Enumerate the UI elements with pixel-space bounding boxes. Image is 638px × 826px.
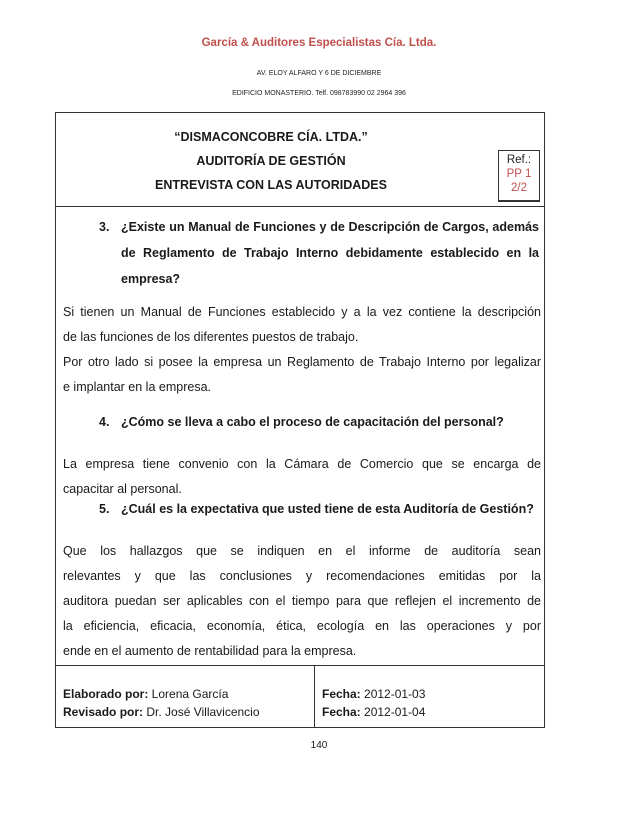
question-text: ¿Cuál es la expectativa que usted tiene de esta Auditoría de Gestión? bbox=[121, 502, 534, 516]
reference-box bbox=[498, 150, 540, 202]
answer-line: e implantar en la empresa. bbox=[63, 380, 211, 394]
date-reviewed-value: 2012-01-04 bbox=[360, 705, 426, 719]
answer-line: Si tienen un Manual de Funciones establecido y a la vez contiene la descripción bbox=[63, 305, 541, 319]
dates bbox=[322, 685, 425, 721]
audit-title: AUDITORÍA DE GESTIÓN bbox=[196, 154, 346, 168]
interview-body bbox=[55, 206, 545, 666]
reviewed-by-label: Revisado por: bbox=[63, 705, 144, 719]
date-prepared-value: 2012-01-03 bbox=[360, 687, 426, 701]
answer-line: capacitar al personal. bbox=[63, 482, 182, 496]
answer-line: ende en el aumento de rentabilidad para la empresa. bbox=[63, 644, 357, 658]
reference-code: PP 1 bbox=[506, 168, 532, 180]
answer-line: de las funciones de los diferentes puestos de trabajo. bbox=[63, 330, 359, 344]
answer-3 bbox=[63, 300, 541, 400]
date-label: Fecha: bbox=[322, 687, 361, 701]
answer-line: La empresa tiene convenio con la Cámara de Comercio que se encarga de bbox=[63, 457, 541, 471]
answer-5 bbox=[63, 539, 541, 664]
question-text: ¿Cómo se lleva a cabo el proceso de capacitación del personal? bbox=[121, 415, 504, 429]
answer-4 bbox=[63, 452, 541, 502]
answer-line: Por otro lado si posee la empresa un Reglamento de Trabajo Interno por legalizar bbox=[63, 355, 541, 369]
answer-line: la eficiencia, eficacia, economía, ética, ecología en las operaciones y por bbox=[63, 619, 541, 633]
page-number: 140 bbox=[310, 740, 328, 751]
reference-label: Ref.: bbox=[506, 154, 532, 166]
answer-line: relevantes y que las conclusiones y recomendaciones emitidas por la bbox=[63, 569, 541, 583]
prepared-reviewed bbox=[63, 685, 260, 721]
firm-name: García & Auditores Especialistas Cía. Ltda. bbox=[201, 37, 437, 49]
company-name: “DISMACONCOBRE CÍA. LTDA.” bbox=[174, 130, 368, 144]
question-number: 5. bbox=[99, 502, 110, 516]
reference-page: 2/2 bbox=[511, 182, 527, 194]
firm-address: AV. ELOY ALFARO Y 6 DE DICIEMBRE bbox=[256, 70, 382, 77]
prepared-by-label: Elaborado por: bbox=[63, 687, 149, 701]
footer-divider bbox=[314, 666, 315, 727]
answer-line: auditora puedan ser aplicables con el tiempo para que reflejen el incremento de bbox=[63, 594, 541, 608]
question-number: 3. bbox=[99, 220, 110, 234]
question-line: de Reglamento de Trabajo Interno debidamente establecido en la bbox=[121, 246, 539, 260]
question-number: 4. bbox=[99, 415, 110, 429]
firm-building-phone: EDIFICIO MONASTERIO. Telf. 098783990 02 2964 396 bbox=[232, 90, 406, 97]
title-block bbox=[55, 112, 545, 207]
question-line: ¿Existe un Manual de Funciones y de Descripción de Cargos, además bbox=[121, 220, 539, 234]
answer-line: Que los hallazgos que se indiquen en el informe de auditoría sean bbox=[63, 544, 541, 558]
question-line: empresa? bbox=[121, 272, 181, 286]
date-label: Fecha: bbox=[322, 705, 361, 719]
reviewed-by-value: Dr. José Villavicencio bbox=[143, 705, 260, 719]
signature-footer bbox=[55, 665, 545, 728]
interview-title: ENTREVISTA CON LAS AUTORIDADES bbox=[155, 178, 387, 192]
prepared-by-value: Lorena García bbox=[148, 687, 229, 701]
